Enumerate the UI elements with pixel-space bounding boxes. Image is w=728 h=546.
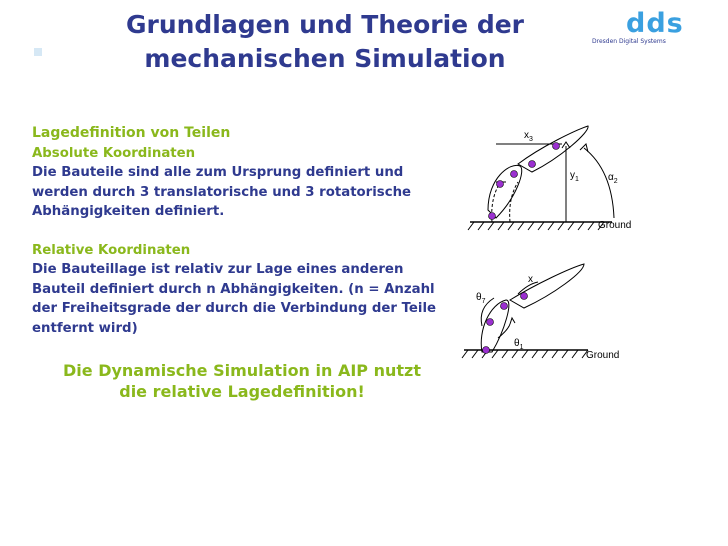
ground-line	[468, 222, 612, 230]
link-upper	[510, 264, 584, 308]
label-x: x	[528, 274, 533, 285]
relative-text: Die Bauteillage ist relativ zur Lage eines anderen Bauteil definiert durch n Abhängigkeiten. (n = Anzahl der Freiheitsgrade der durch die Verbindung der Teile entfernt wird)	[32, 262, 437, 336]
angle-arc	[584, 148, 614, 218]
joint-point	[529, 161, 536, 168]
joint-point	[511, 171, 518, 178]
absolute-heading: Absolute Koordinaten	[32, 145, 196, 161]
label-alpha2: $\alpha_2$	[608, 172, 618, 185]
diagram-absolute-coordinates	[462, 118, 642, 240]
label-x3: $x_3$	[524, 130, 533, 143]
label-theta1: $\theta_1$	[514, 338, 524, 351]
title-line-1: Grundlagen und Theorie der	[125, 10, 525, 39]
label-ground: Ground	[598, 220, 632, 231]
joint-point	[521, 293, 528, 300]
conclusion-line-2: die relative Lagedefinition!	[119, 382, 365, 401]
joint-point	[489, 213, 496, 220]
conclusion	[32, 360, 452, 402]
logo-text: dds	[626, 8, 684, 39]
title-line-2: mechanischen Simulation	[144, 44, 506, 73]
ground-line	[462, 350, 588, 358]
diagram-relative-coordinates	[458, 260, 638, 362]
label-theta7: $\theta_7$	[476, 292, 486, 305]
conclusion-line-1: Die Dynamische Simulation in AIP nutzt	[63, 361, 421, 380]
body-text	[32, 124, 452, 338]
joint-point	[553, 143, 560, 150]
label-y1: $y_1$	[570, 170, 579, 183]
slide-title	[60, 8, 590, 76]
joint-point	[497, 181, 504, 188]
company-logo	[590, 10, 720, 54]
corner-decoration	[34, 48, 42, 56]
section-heading: Lagedefinition von Teilen	[32, 125, 231, 141]
logo-subtitle: Dresden Digital Systems	[592, 38, 666, 45]
relative-heading: Relative Koordinaten	[32, 242, 191, 258]
label-ground: Ground	[586, 350, 620, 361]
joint-point	[501, 303, 508, 310]
absolute-text: Die Bauteile sind alle zum Ursprung definiert und werden durch 3 translatorische und 3 rotatorische Abhängigkeiten definiert.	[32, 165, 412, 219]
joint-point	[483, 347, 490, 354]
joint-point	[487, 319, 494, 326]
